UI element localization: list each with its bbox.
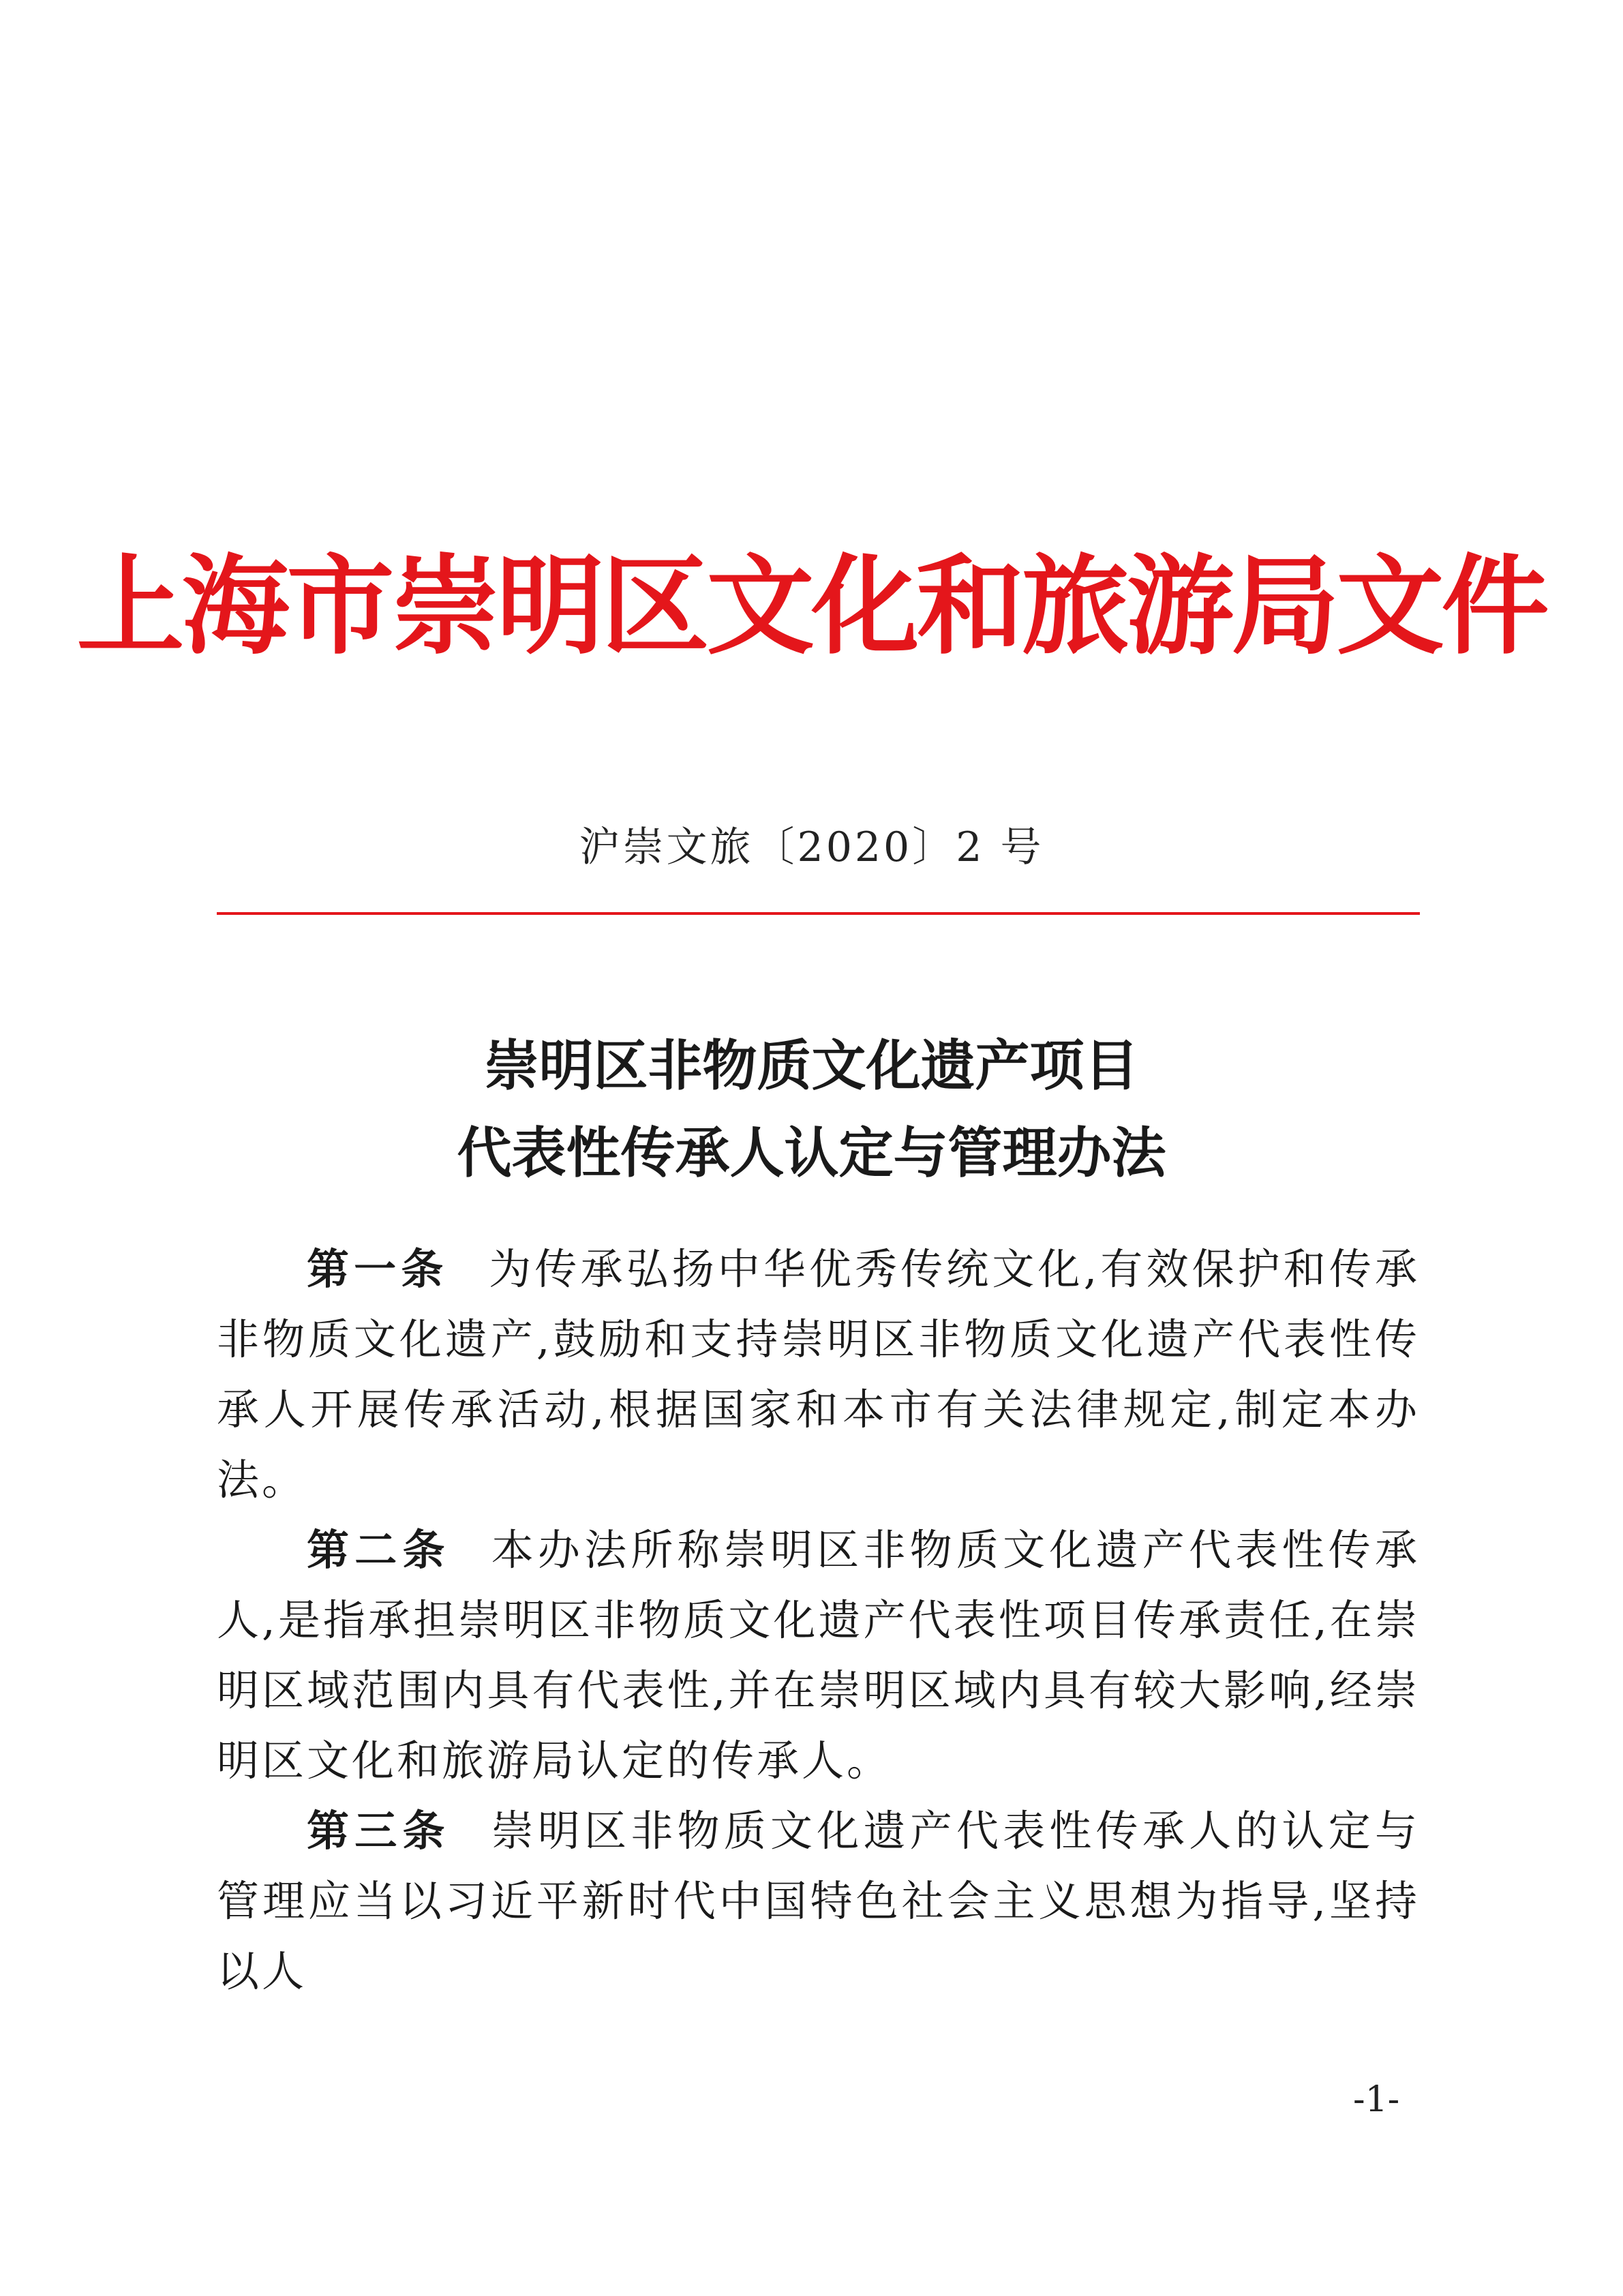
document-title xyxy=(0,1023,1623,1197)
masthead-title: 上海市崇明区文化和旅游局文件 xyxy=(76,543,1547,669)
article-heading: 第二条 xyxy=(307,1525,451,1575)
page-number: -1- xyxy=(1353,2079,1400,2120)
article-heading: 第一条 xyxy=(307,1244,449,1294)
document-body xyxy=(217,1234,1420,2006)
red-divider-line xyxy=(217,912,1420,915)
article-text: 为传承弘扬中华优秀传统文化,有效保护和传承非物质文化遗产,鼓励和支持崇明区非物质文化遗产代表性传承人开展传承活动,根据国家和本市有关法律规定,制定本办法。 xyxy=(217,1244,1420,1505)
article-text: 崇明区非物质文化遗产代表性传承人的认定与管理应当以习近平新时代中国特色社会主义思想为指导,坚持以人 xyxy=(217,1806,1420,1996)
document-title-line-2: 代表性传承人认定与管理办法 xyxy=(457,1121,1166,1185)
article-1 xyxy=(217,1234,1420,1515)
document-number: 沪崇文旅〔2020〕2 号 xyxy=(579,824,1044,871)
document-title-line-1: 崇明区非物质文化遗产项目 xyxy=(484,1034,1139,1098)
article-2 xyxy=(217,1515,1420,1796)
article-heading: 第三条 xyxy=(307,1806,451,1856)
article-text: 本办法所称崇明区非物质文化遗产代表性传承人,是指承担崇明区非物质文化遗产代表性项目传承责任,在崇明区域范围内具有代表性,并在崇明区域内具有较大影响,经崇明区文化和旅游局认定的传承人。 xyxy=(217,1525,1420,1785)
article-3 xyxy=(217,1796,1420,2006)
